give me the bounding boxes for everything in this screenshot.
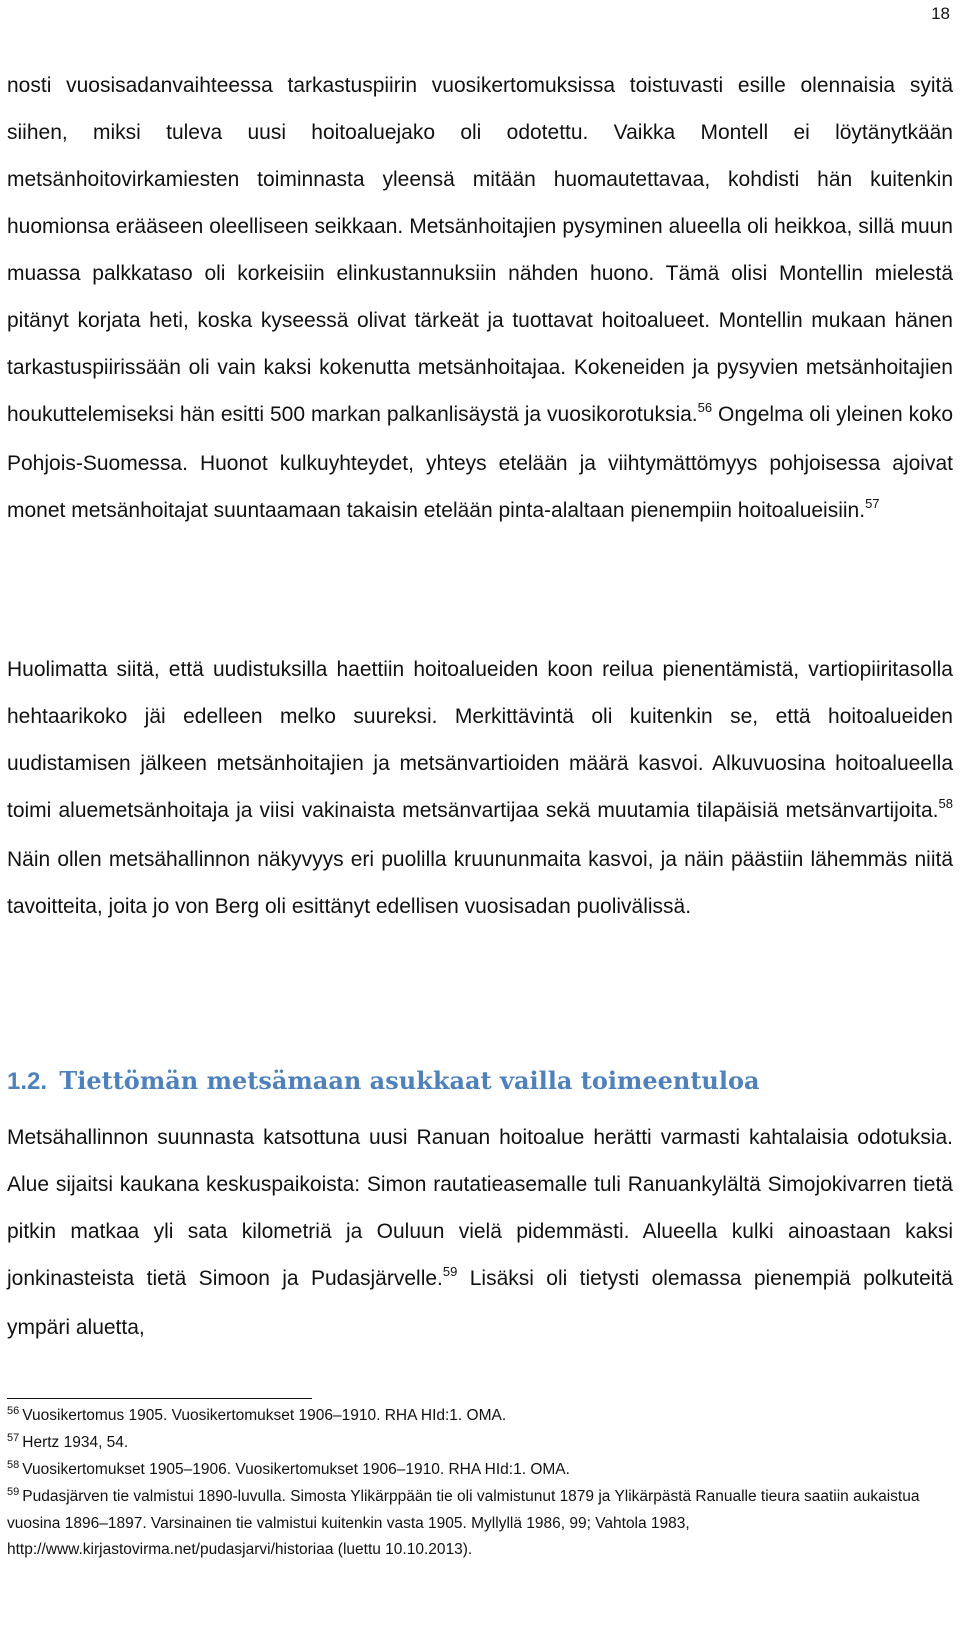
footnote-number: 57 (7, 1432, 20, 1444)
section-number: 1.2. (7, 1068, 48, 1095)
footnote-number: 58 (7, 1459, 20, 1471)
footnotes (7, 1403, 953, 1563)
section-heading (7, 1066, 760, 1096)
footnote-text: Hertz 1934, 54. (22, 1434, 129, 1451)
footnote-ref-57: 57 (865, 496, 880, 511)
paragraph-2-text-b: Näin ollen metsähallinnon näkyvyys eri puolilla kruununmaita kasvoi, ja näin päästiin lähemmäs niitä tavoitteita, joita jo von Berg oli esittänyt edellisen vuosisadan puolivälissä. (7, 848, 953, 918)
footnote-number: 59 (7, 1486, 20, 1498)
footnote-ref-59: 59 (442, 1264, 458, 1279)
footnote-separator (7, 1398, 312, 1399)
footnote (7, 1403, 953, 1430)
footnote-text: Pudasjärven tie valmistui 1890-luvulla. Simosta Ylikärppään tie oli valmistunut 1879 ja Ylikärpästä Ranualle tieura saatiin aukaistua vuosina 1896–1897. Varsinainen tie valmistui kuitenkin vasta 1905. Myllyllä 1986, 99; Vahtola 1983, http://www.kirjastovirma.net/pudasjarvi/historiaa (luettu 10.10.2013). (7, 1488, 920, 1558)
footnote-ref-56: 56 (697, 400, 713, 415)
paragraph-3-text-a: Metsähallinnon suunnasta katsottuna uusi Ranuan hoitoalue herätti varmasti kahtalaisia odotuksia. Alue sijaitsi kaukana keskuspaikoista: Simon rautatieasemalle tuli Ranuankylältä Simojokivarren tietä pitkin matkaa yli sata kilometriä ja Ouluun vielä pidemmästi. Alueella kulki ainoastaan kaksi jonkinasteista tietä Simoon ja Pudasjärvelle. (7, 1126, 953, 1290)
paragraph-2 (7, 646, 953, 930)
footnote (7, 1484, 953, 1563)
footnote (7, 1457, 953, 1484)
footnote-text: Vuosikertomus 1905. Vuosikertomukset 1906–1910. RHA HId:1. OMA. (22, 1407, 507, 1424)
footnote (7, 1430, 953, 1457)
section-title: Tiettömän metsämaan asukkaat vailla toimeentuloa (59, 1066, 760, 1095)
paragraph-1 (7, 62, 953, 536)
page-number: 18 (931, 4, 950, 23)
paragraph-2-text-a: Huolimatta siitä, että uudistuksilla haettiin hoitoalueiden koon reilua pienentämistä, vartiopiiritasolla hehtaarikoko jäi edelleen melko suureksi. Merkittävintä oli kuitenkin se, että hoitoalueiden uudistamisen jälkeen metsänhoitajien ja metsänvartioiden määrä kasvoi. Alkuvuosina hoitoalueella toimi aluemetsänhoitaja ja viisi vakinaista metsänvartijaa sekä muutamia tilapäisiä metsänvartijoita. (7, 658, 953, 822)
footnote-number: 56 (7, 1405, 20, 1417)
paragraph-1-text-b: Ongelma oli yleinen koko Pohjois-Suomessa. Huonot kulkuyhteydet, yhteys etelään ja viihtymättömyys pohjoisessa ajoivat monet metsänhoitajat suuntaamaan takaisin etelään pinta-alaltaan pienempiin hoitoalueisiin. (7, 403, 953, 522)
footnote-text: Vuosikertomukset 1905–1906. Vuosikertomukset 1906–1910. RHA HId:1. OMA. (22, 1461, 570, 1478)
paragraph-3 (7, 1114, 953, 1351)
paragraph-1-text-a: nosti vuosisadanvaihteessa tarkastuspiirin vuosikertomuksissa toistuvasti esille olennaisia syitä siihen, miksi tuleva uusi hoitoaluejako oli odotettu. Vaikka Montell ei löytänytkään metsänhoitovirkamiesten toiminnasta yleensä mitään huomautettavaa, kohdisti hän kuitenkin huomionsa erääseen oleelliseen seikkaan. Metsänhoitajien pysyminen alueella oli heikkoa, sillä muun muassa palkkataso oli korkeisiin elinkustannuksiin nähden huono. Tämä olisi Montellin mielestä pitänyt korjata heti, koska kyseessä olivat tärkeät ja tuottavat hoitoalueet. Montellin mukaan hänen tarkastuspiirissään oli vain kaksi kokenutta metsänhoitajaa. Kokeneiden ja pysyvien metsänhoitajien houkuttelemiseksi hän esitti 500 markan palkanlisäystä ja vuosikorotuksia. (7, 74, 953, 426)
footnote-ref-58: 58 (938, 796, 953, 811)
paragraph-3-text-b: Lisäksi oli tietysti olemassa pienempiä polkuteitä ympäri aluetta, (7, 1267, 953, 1339)
